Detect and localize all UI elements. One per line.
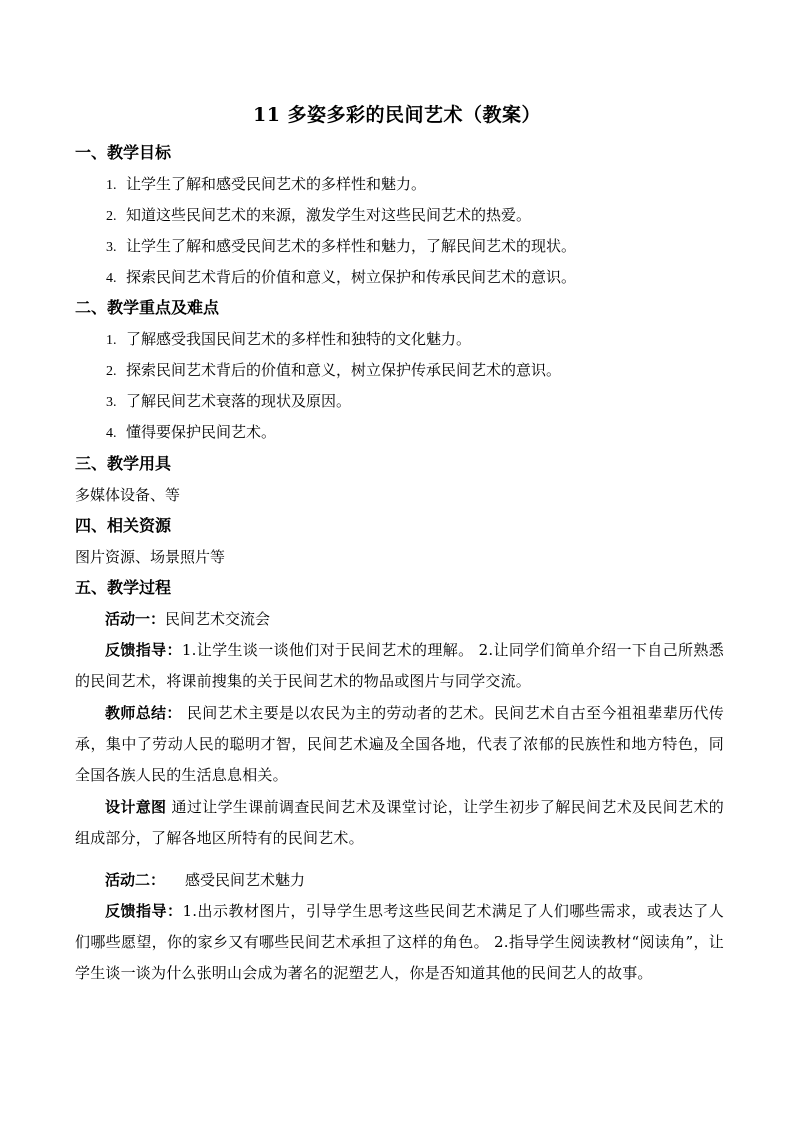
list-item	[106, 173, 426, 197]
activity-one-feedback	[75, 635, 724, 697]
section-heading-goals: 一、教学目标	[75, 143, 172, 162]
section-heading-resources: 四、相关资源	[75, 516, 172, 535]
summary-label: 教师总结：	[105, 704, 182, 722]
list-item	[106, 328, 471, 352]
section-heading-key-points: 二、教学重点及难点	[75, 298, 220, 317]
list-item	[106, 390, 351, 414]
activity-one-design-intent	[75, 792, 724, 854]
list-item-text: 懂得要保护民间艺术。	[126, 423, 277, 441]
list-item-text: 探索民间艺术背后的价值和意义，树立保护和传承民间艺术的意识。	[126, 268, 577, 286]
list-item	[106, 421, 276, 445]
activity-label: 活动一：	[105, 610, 166, 628]
feedback-text: 1.让学生谈一谈他们对于民间艺术的理解。 2.让同学们简单介绍一下自己所熟悉的民间艺术，将课前搜集的关于民间艺术的物品或图片与同学交流。	[75, 641, 724, 690]
list-item-number: 4.	[106, 426, 117, 441]
summary-text: 民间艺术主要是以农民为主的劳动者的艺术。民间艺术自古至今祖祖辈辈历代传承，集中了劳动人民的聪明才智，民间艺术遍及全国各地，代表了浓郁的民族性和地方特色，同全国各族人民的生活息息相关。	[75, 704, 724, 784]
design-intent-label: 设计意图	[105, 798, 167, 816]
activity-label: 活动二：	[105, 871, 166, 889]
activity-one-heading	[105, 608, 270, 630]
activity-title: 民间艺术交流会	[165, 610, 271, 628]
activity-two-heading	[105, 869, 305, 891]
list-item-text: 了解民间艺术衰落的现状及原因。	[126, 392, 352, 410]
list-item-number: 1.	[106, 178, 117, 193]
feedback-label: 反馈指导：	[105, 641, 182, 659]
list-item-number: 4.	[106, 271, 117, 286]
list-item	[106, 266, 576, 290]
resources-text: 图片资源、场景照片等	[75, 548, 226, 566]
activity-one-summary	[75, 698, 724, 791]
list-item-number: 2.	[106, 209, 117, 224]
activity-title: 感受民间艺术魅力	[185, 871, 306, 889]
tools-text: 多媒体设备、等	[75, 486, 181, 504]
list-item	[106, 204, 531, 228]
list-item-number: 3.	[106, 395, 117, 410]
list-item-number: 2.	[106, 364, 117, 379]
section-heading-process: 五、教学过程	[75, 578, 172, 597]
list-item-text: 探索民间艺术背后的价值和意义，树立保护传承民间艺术的意识。	[126, 361, 562, 379]
activity-two-feedback	[75, 896, 724, 989]
list-item-text: 知道这些民间艺术的来源，激发学生对这些民间艺术的热爱。	[126, 206, 532, 224]
feedback-text: 1.出示教材图片，引导学生思考这些民间艺术满足了人们哪些需求，或表达了人们哪些愿望，你的家乡又有哪些民间艺术承担了这样的角色。 2.指导学生阅读教材“阅读角”，让学生谈一谈为什么张明山会成为著名的泥塑艺人，你是否知道其他的民间艺人的故事。	[75, 902, 724, 982]
list-item-number: 1.	[106, 333, 117, 348]
list-item	[106, 235, 576, 259]
list-item-text: 让学生了解和感受民间艺术的多样性和魅力，了解民间艺术的现状。	[126, 237, 577, 255]
list-item-text: 了解感受我国民间艺术的多样性和独特的文化魅力。	[126, 330, 472, 348]
document-title: 11 多姿多彩的民间艺术（教案）	[252, 104, 542, 126]
design-intent-text: 通过让学生课前调查民间艺术及课堂讨论，让学生初步了解民间艺术及民间艺术的组成部分，了解各地区所特有的民间艺术。	[75, 798, 724, 847]
section-heading-tools: 三、教学用具	[75, 454, 172, 473]
feedback-label: 反馈指导：	[105, 902, 183, 920]
list-item-number: 3.	[106, 240, 117, 255]
list-item-text: 让学生了解和感受民间艺术的多样性和魅力。	[126, 175, 427, 193]
list-item	[106, 359, 561, 383]
